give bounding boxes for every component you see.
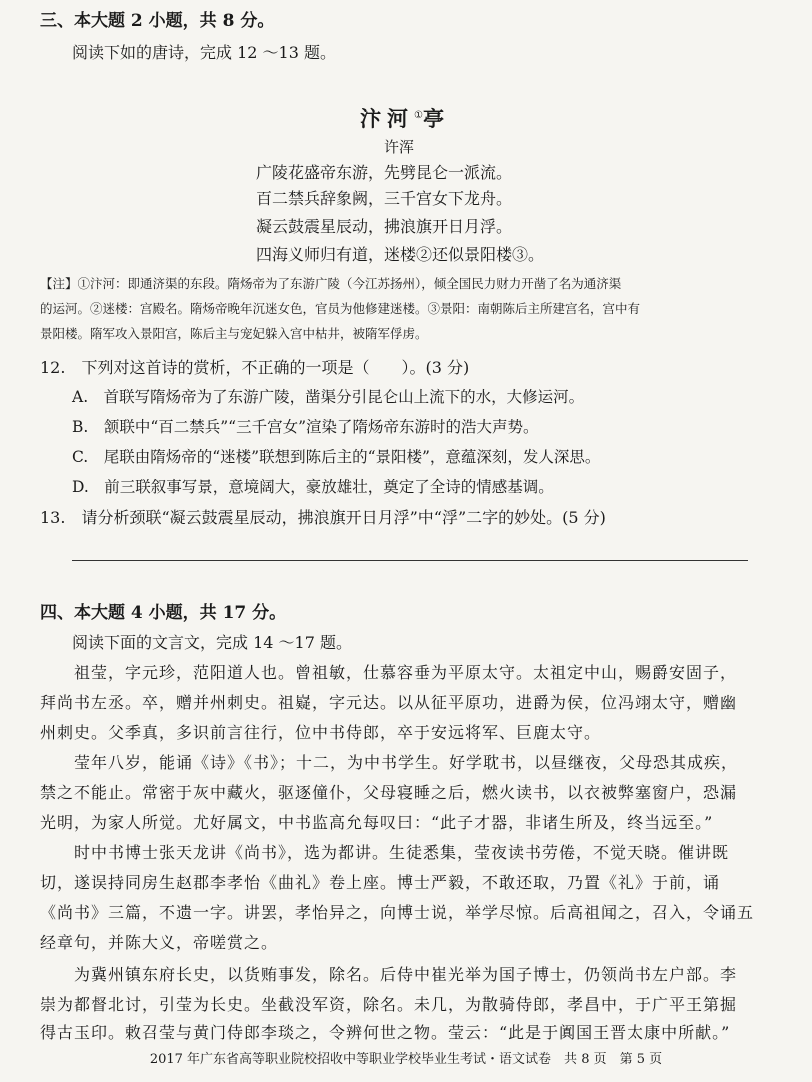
passage-line: 切，遂误持同房生赵郡李孝怡《曲礼》卷上座。博士严毅，不敢还取，乃置《礼》于前，诵 [40, 873, 721, 892]
poem-title: 汴河①亭 [360, 106, 450, 131]
section4-intro: 阅读下面的文言文，完成 14 ～17 题。 [72, 633, 352, 652]
passage-line: 崇为都督北讨，引莹为长史。坐截没军资，除名。未几，为散骑侍郎，孝昌中，于广平王第掘 [40, 995, 738, 1014]
passage-line: 得古玉印。敕召莹与黄门侍郎李琰之，令辨何世之物。莹云：“此是于阗国王晋太康中所献。” [40, 1023, 731, 1042]
poem-line: 四海义师归有道，迷楼②还似景阳楼③。 [256, 245, 545, 264]
passage-line: 祖莹，字元珍，范阳道人也。曾祖敏，仕慕容垂为平原太守。太祖定中山，赐爵安固子， [40, 663, 738, 682]
question-12-option-c: C. 尾联由隋炀帝的“迷楼”联想到陈后主的“景阳楼”，意蕴深刻，发人深思。 [72, 448, 601, 466]
poem-line: 广陵花盛帝东游，先劈昆仑一派流。 [256, 163, 513, 182]
poem-note: 景阳楼。隋军攻入景阳宫，陈后主与宠妃躲入宫中枯井，被隋军俘虏。 [40, 326, 428, 341]
section3-heading: 三、本大题 2 小题，共 8 分。 [40, 11, 275, 31]
passage-line: 《尚书》三篇，不遗一字。讲罢，孝怡异之，向博士说，举学尽惊。后高祖闻之，召入，令诵五 [40, 903, 755, 922]
passage-line: 经章句，并陈大义，帝嗟赏之。 [40, 933, 279, 952]
poem-note: 【注】①汴河：即通济渠的东段。隋炀帝为了东游广陵（今江苏扬州），倾全国民力财力开凿了名为通济渠 [40, 276, 622, 291]
question-12-option-d: D. 前三联叙事写景，意境阔大，豪放雄壮，奠定了全诗的情感基调。 [72, 478, 554, 496]
passage-line: 光明，为家人所觉。尤好属文，中书监高允每叹曰：“此子才器，非诸生所及，终当远至。” [40, 813, 714, 832]
page-footer: 2017 年广东省高等职业院校招收中等职业学校毕业生考试・语文试卷 共 8 页 第 5 页 [149, 1052, 663, 1067]
poem-title-note: ① [414, 110, 423, 121]
passage-line: 禁之不能止。常密于灰中藏火，驱逐僮仆，父母寝睡之后，燃火读书，以衣被弊塞窗户，恐漏 [40, 783, 738, 802]
poem-author: 许浑 [384, 138, 415, 156]
question-12-option-b: B. 颔联中“百二禁兵”“三千宫女”渲染了隋炀帝东游时的浩大声势。 [72, 418, 539, 436]
passage-line: 州刺史。父季真，多识前言往行，位中书侍郎，卒于安远将军、巨鹿太守。 [40, 723, 602, 742]
poem-note: 的运河。②迷楼：宫殿名。隋炀帝晚年沉迷女色，官员为他修建迷楼。③景阳：南朝陈后主所建宫名，宫中有 [40, 301, 641, 316]
passage-line: 莹年八岁，能诵《诗》《书》；十二，为中书学生。好学耽书，以昼继夜，父母恐其成疾， [40, 753, 739, 772]
passage-line: 时中书博士张天龙讲《尚书》，选为都讲。生徒悉集，莹夜读书劳倦，不觉天晓。催讲既 [40, 843, 730, 862]
poem-line: 百二禁兵辞象阙，三千宫女下龙舟。 [256, 189, 513, 208]
passage-line: 拜尚书左丞。卒，赠并州刺史。祖嶷，字元达。以从征平原功，进爵为侯，位冯翊太守，赠幽 [40, 693, 738, 712]
passage-line: 为冀州镇东府长史，以货贿事发，除名。后侍中崔光举为国子博士，仍领尚书左户部。李 [40, 965, 738, 984]
question-13: 13. 请分析颈联“凝云鼓震星辰动，拂浪旗开日月浮”中“浮”二字的妙处。(5 分) [40, 508, 606, 527]
answer-line [72, 560, 748, 561]
section4-heading: 四、本大题 4 小题，共 17 分。 [40, 603, 287, 623]
poem-line: 凝云鼓震星辰动，拂浪旗开日月浮。 [256, 217, 513, 236]
section3-intro: 阅读下如的唐诗，完成 12 ～13 题。 [72, 43, 336, 62]
question-12-option-a: A. 首联写隋炀帝为了东游广陵，凿渠分引昆仑山上流下的水，大修运河。 [72, 388, 585, 406]
question-12: 12. 下列对这首诗的赏析，不正确的一项是（ ）。(3 分) [40, 358, 470, 377]
